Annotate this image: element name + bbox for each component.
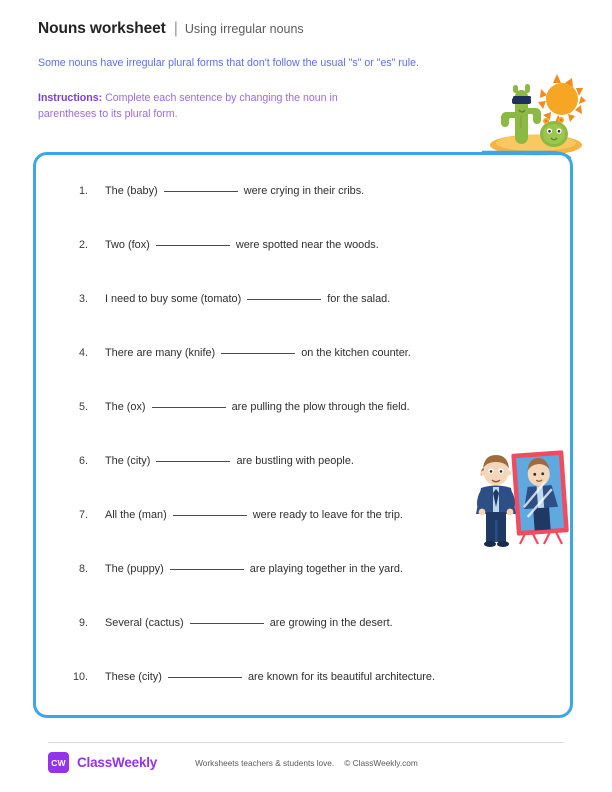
question-number: 5.: [78, 401, 88, 413]
question-text: [105, 455, 354, 467]
question-text: [105, 671, 435, 683]
question-number: 4.: [78, 347, 88, 359]
question-prompt-after: are known for its beautiful architecture.: [247, 671, 436, 683]
question-number: 8.: [78, 563, 88, 575]
question-text: [105, 563, 403, 575]
question-prompt-after: were ready to leave for the trip.: [252, 509, 403, 521]
answer-blank[interactable]: [170, 569, 244, 570]
question-prompt-after: are growing in the desert.: [269, 617, 393, 629]
page-footer: [48, 752, 564, 773]
question-number: 1.: [78, 185, 88, 197]
question-prompt-before: Two (fox): [105, 239, 150, 251]
answer-blank[interactable]: [173, 515, 247, 516]
questions-panel: [33, 152, 573, 718]
question-row: [36, 185, 570, 239]
question-text: [105, 239, 379, 251]
instructions-block: [38, 91, 398, 123]
footer-copyright: © ClassWeekly.com: [344, 757, 418, 768]
question-row: [36, 563, 570, 617]
answer-blank[interactable]: [247, 299, 321, 300]
question-row: [36, 293, 570, 347]
question-number: 7.: [78, 509, 88, 521]
question-prompt-after: were spotted near the woods.: [235, 239, 379, 251]
question-text: [105, 293, 390, 305]
question-text: [105, 185, 364, 197]
answer-blank[interactable]: [164, 191, 238, 192]
question-text: [105, 509, 403, 521]
question-prompt-before: These (city): [105, 671, 162, 683]
question-prompt-before: The (baby): [105, 185, 158, 197]
question-text: [105, 617, 393, 629]
brand-name: ClassWeekly: [77, 755, 158, 770]
page-title: [38, 20, 518, 38]
desert-cactus-sun-illustration: [482, 72, 590, 158]
question-number: 2.: [78, 239, 88, 251]
answer-blank[interactable]: [156, 245, 230, 246]
page-title-main: Nouns worksheet: [38, 20, 166, 37]
question-number: 9.: [78, 617, 88, 629]
question-prompt-after: are playing together in the yard.: [249, 563, 403, 575]
question-number: 6.: [78, 455, 88, 467]
page-header: [38, 20, 518, 123]
answer-blank[interactable]: [190, 623, 264, 624]
question-row: [36, 347, 570, 401]
instructions-text: Complete each sentence by changing the noun in parentheses to its plural form.: [38, 92, 338, 121]
question-row: [36, 671, 570, 725]
man-with-mirror-illustration: [466, 444, 570, 554]
question-prompt-before: All the (man): [105, 509, 167, 521]
lead-description: Some nouns have irregular plural forms that don't follow the usual "s" or "es" rule.: [38, 57, 419, 69]
questions-list: [36, 155, 570, 725]
question-prompt-before: There are many (knife): [105, 347, 216, 359]
instructions-label: Instructions:: [38, 92, 103, 105]
question-number: 3.: [78, 293, 88, 305]
question-prompt-before: Several (cactus): [105, 617, 184, 629]
question-prompt-before: The (ox): [105, 401, 146, 413]
question-row: [36, 239, 570, 293]
question-prompt-before: The (city): [105, 455, 151, 467]
question-prompt-after: are pulling the plow through the field.: [231, 401, 410, 413]
question-prompt-after: for the salad.: [327, 293, 391, 305]
question-prompt-after: on the kitchen counter.: [301, 347, 411, 359]
question-text: [105, 401, 410, 413]
footer-divider: [48, 742, 564, 743]
title-separator: |: [173, 20, 178, 37]
question-prompt-after: were crying in their cribs.: [243, 185, 365, 197]
question-text: [105, 347, 411, 359]
answer-blank[interactable]: [152, 407, 226, 408]
question-number: 10.: [72, 671, 88, 683]
question-row: [36, 617, 570, 671]
footer-tagline: Worksheets teachers & students love.: [195, 757, 335, 768]
page-title-subtitle: Using irregular nouns: [184, 22, 304, 36]
question-prompt-after: are bustling with people.: [236, 455, 354, 467]
answer-blank[interactable]: [156, 461, 230, 462]
answer-blank[interactable]: [168, 677, 242, 678]
question-prompt-before: The (puppy): [105, 563, 164, 575]
question-prompt-before: I need to buy some (tomato): [105, 293, 242, 305]
classweekly-logo-icon: CW: [48, 752, 69, 773]
answer-blank[interactable]: [221, 353, 295, 354]
